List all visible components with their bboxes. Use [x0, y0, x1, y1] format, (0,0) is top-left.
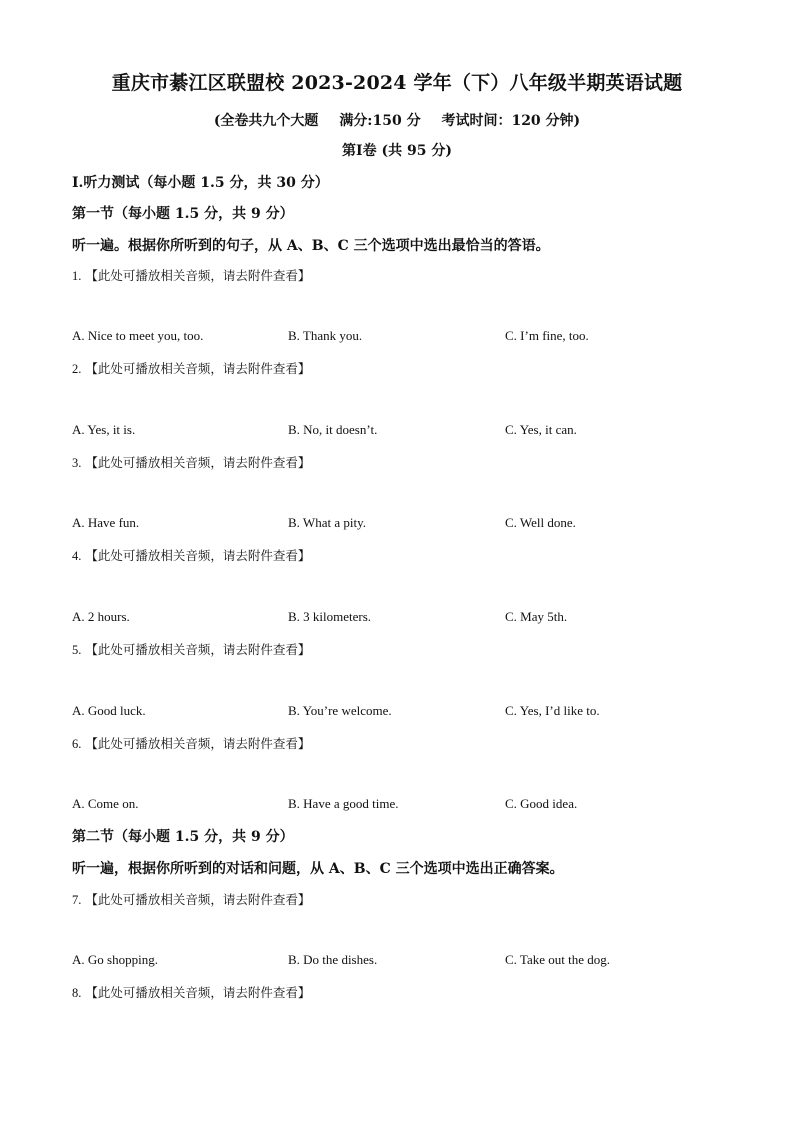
question-number: 6. — [72, 737, 82, 751]
part2-heading: 第二节（每小题 1.5 分，共 9 分） — [72, 829, 294, 845]
audio-prompt: 【此处可播放相关音频，请去附件查看】 — [85, 736, 311, 751]
question-6 — [72, 734, 310, 752]
question-8 — [72, 983, 310, 1001]
option-a: A. Have fun. — [72, 515, 140, 530]
option-c: C. Yes, it can. — [505, 422, 577, 437]
option-c: C. Good idea. — [505, 796, 578, 811]
question-number: 4. — [72, 549, 82, 563]
option-c: C. Well done. — [505, 515, 576, 530]
part1-instruction: 听一遍。根据你所听到的句子，从 A、B、C 三个选项中选出最恰当的答语。 — [72, 238, 550, 254]
option-c: C. May 5th. — [505, 609, 568, 624]
question-4 — [72, 546, 310, 564]
option-b: B. No, it doesn’t. — [288, 422, 378, 437]
part1-heading: 第一节（每小题 1.5 分，共 9 分） — [72, 206, 294, 222]
question-5 — [72, 640, 310, 658]
question-3 — [72, 453, 310, 471]
question-number: 8. — [72, 986, 82, 1000]
question-number: 2. — [72, 362, 82, 376]
page-title: 重庆市綦江区联盟校 2023-2024 学年（下）八年级半期英语试题 — [111, 72, 683, 94]
option-b: B. You’re welcome. — [288, 703, 392, 718]
option-c: C. Take out the dog. — [505, 952, 611, 967]
audio-prompt: 【此处可播放相关音频，请去附件查看】 — [85, 642, 311, 657]
part2-instruction: 听一遍，根据你所听到的对话和问题，从 A、B、C 三个选项中选出正确答案。 — [72, 861, 564, 877]
option-c: C. Yes, I’d like to. — [505, 703, 600, 718]
audio-prompt: 【此处可播放相关音频，请去附件查看】 — [85, 892, 311, 907]
question-1 — [72, 266, 310, 284]
question-number: 7. — [72, 893, 82, 907]
question-4-options — [72, 609, 772, 627]
option-a: A. 2 hours. — [72, 609, 130, 624]
section-heading-listening: Ⅰ.听力测试（每小题 1.5 分，共 30 分） — [72, 175, 329, 191]
option-a: A. Go shopping. — [72, 952, 158, 967]
volume-heading: 第Ⅰ卷 (共 95 分) — [342, 143, 452, 159]
option-c: C. I’m fine, too. — [505, 328, 589, 343]
question-3-options — [72, 515, 772, 533]
option-a: A. Come on. — [72, 796, 139, 811]
question-number: 1. — [72, 269, 82, 283]
option-b: B. Do the dishes. — [288, 952, 378, 967]
audio-prompt: 【此处可播放相关音频，请去附件查看】 — [85, 361, 311, 376]
question-6-options — [72, 796, 772, 814]
audio-prompt: 【此处可播放相关音频，请去附件查看】 — [85, 268, 311, 283]
question-5-options — [72, 703, 772, 721]
question-number: 5. — [72, 643, 82, 657]
exam-info-total: (全卷共九个大题 — [213, 113, 319, 129]
exam-info-time: 考试时间：120 分钟) — [441, 113, 581, 129]
audio-prompt: 【此处可播放相关音频，请去附件查看】 — [85, 985, 311, 1000]
question-7-options — [72, 952, 772, 970]
option-a: A. Yes, it is. — [72, 422, 136, 437]
question-2-options — [72, 422, 772, 440]
question-2 — [72, 359, 310, 377]
option-b: B. Thank you. — [288, 328, 363, 343]
question-7 — [72, 890, 310, 908]
option-a: A. Good luck. — [72, 703, 146, 718]
question-1-options — [72, 328, 772, 346]
option-b: B. What a pity. — [288, 515, 366, 530]
exam-info — [0, 110, 794, 130]
option-a: A. Nice to meet you, too. — [72, 328, 204, 343]
audio-prompt: 【此处可播放相关音频，请去附件查看】 — [85, 455, 311, 470]
question-number: 3. — [72, 456, 82, 470]
audio-prompt: 【此处可播放相关音频，请去附件查看】 — [85, 548, 311, 563]
exam-info-score: 满分:150 分 — [339, 113, 421, 129]
option-b: B. 3 kilometers. — [288, 609, 372, 624]
option-b: B. Have a good time. — [288, 796, 399, 811]
